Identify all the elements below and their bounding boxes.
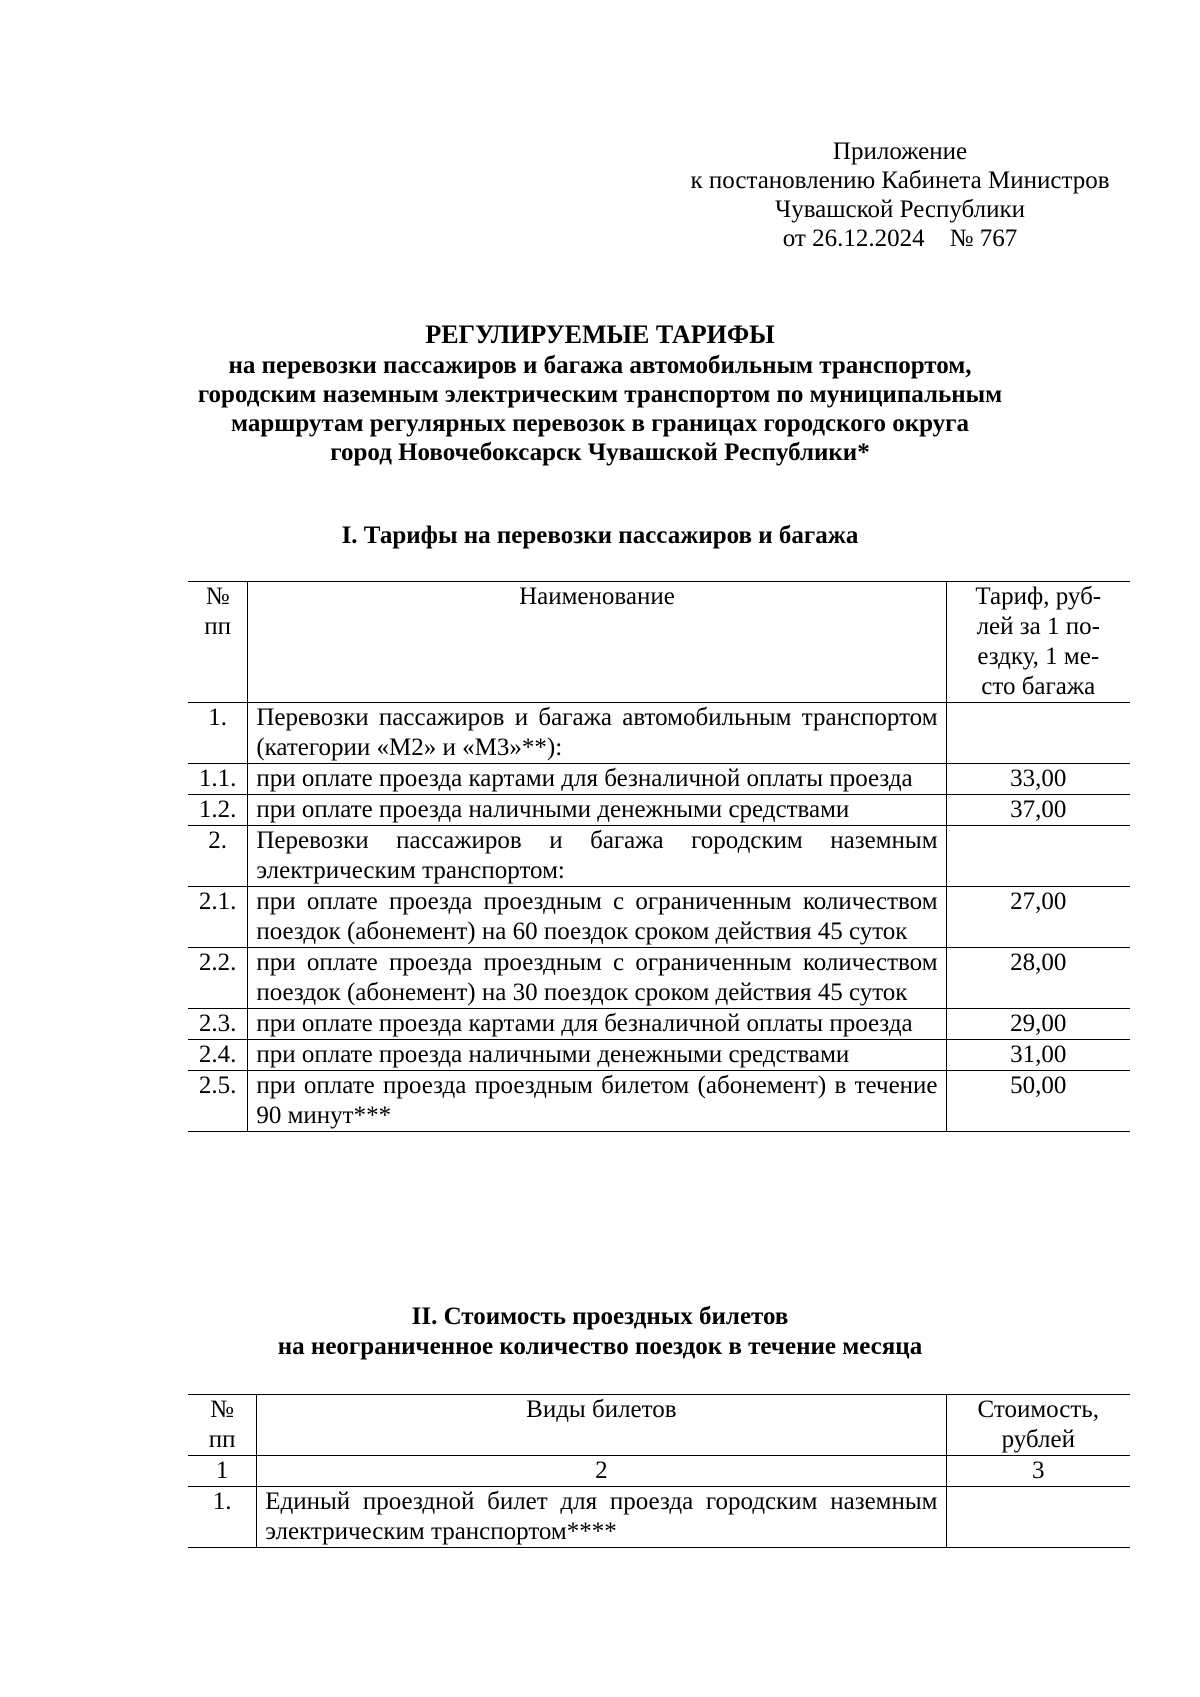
header-tariff-line: сто багажа bbox=[981, 673, 1096, 700]
row-num: 2.5. bbox=[188, 1071, 248, 1132]
table-row bbox=[188, 887, 1130, 948]
table-row bbox=[188, 1040, 1130, 1071]
header-num-line: № bbox=[210, 1396, 235, 1423]
row-text: при оплате проезда картами для безналичной оплаты проезда bbox=[248, 764, 946, 795]
section-2-title-line: на неограниченное количество поездок в течение месяца bbox=[277, 1333, 923, 1360]
header-cost-line: рублей bbox=[1001, 1426, 1075, 1453]
column-index: 2 bbox=[257, 1456, 946, 1487]
table-row bbox=[188, 703, 1130, 764]
header-num-line: № bbox=[205, 583, 230, 610]
row-num: 2.4. bbox=[188, 1040, 248, 1071]
row-text: Перевозки пассажиров и багажа городским наземным электрическим транспортом: bbox=[248, 826, 946, 887]
table-row bbox=[188, 764, 1130, 795]
appendix-line: к постановлению Кабинета Министров bbox=[690, 167, 1110, 194]
table-row bbox=[188, 1009, 1130, 1040]
title-main: РЕГУЛИРУЕМЫЕ ТАРИФЫ bbox=[425, 320, 775, 349]
row-value: 28,00 bbox=[946, 948, 1130, 1009]
tickets-table bbox=[188, 1394, 1130, 1548]
row-value bbox=[946, 703, 1130, 764]
title-subline: на перевозки пассажиров и багажа автомобильным транспортом, bbox=[228, 352, 972, 379]
column-index-row bbox=[188, 1456, 1130, 1487]
header-cost bbox=[946, 1395, 1130, 1456]
row-value: 50,00 bbox=[946, 1071, 1130, 1132]
header-name: Виды билетов bbox=[257, 1395, 946, 1456]
row-text: Перевозки пассажиров и багажа автомобильным транспортом (категории «М2» и «М3»**): bbox=[248, 703, 946, 764]
table-row bbox=[188, 1071, 1130, 1132]
table-row bbox=[188, 826, 1130, 887]
header-num bbox=[188, 582, 248, 703]
table-header-row bbox=[188, 582, 1130, 703]
document-title bbox=[120, 320, 1080, 467]
row-value: 31,00 bbox=[946, 1040, 1130, 1071]
row-value: 37,00 bbox=[946, 795, 1130, 826]
row-num: 1.2. bbox=[188, 795, 248, 826]
row-num: 1. bbox=[188, 703, 248, 764]
header-tariff bbox=[946, 582, 1130, 703]
row-text: при оплате проезда проездным билетом (абонемент) в течение 90 минут*** bbox=[248, 1071, 946, 1132]
header-num-line: пп bbox=[208, 1426, 236, 1453]
column-index: 1 bbox=[188, 1456, 257, 1487]
row-text: при оплате проезда картами для безналичной оплаты проезда bbox=[248, 1009, 946, 1040]
header-cost-line: Стоимость, bbox=[977, 1396, 1099, 1423]
section-1-title: I. Тарифы на перевозки пассажиров и багажа bbox=[341, 522, 859, 549]
section-2-title-line: II. Стоимость проездных билетов bbox=[411, 1303, 789, 1330]
row-num: 1. bbox=[188, 1487, 257, 1548]
appendix-header bbox=[600, 137, 1200, 253]
row-num: 2.2. bbox=[188, 948, 248, 1009]
row-value: 29,00 bbox=[946, 1009, 1130, 1040]
header-tariff-line: ездку, 1 ме- bbox=[977, 643, 1100, 670]
row-value bbox=[946, 1487, 1130, 1548]
row-text: при оплате проезда проездным с ограниченным количеством поездок (абонемент) на 60 поездок сроком действия 45 суток bbox=[248, 887, 946, 948]
table-row bbox=[188, 795, 1130, 826]
header-name: Наименование bbox=[248, 582, 946, 703]
table-row bbox=[188, 948, 1130, 1009]
header-tariff-line: лей за 1 по- bbox=[976, 613, 1100, 640]
row-value bbox=[946, 826, 1130, 887]
row-num: 2.3. bbox=[188, 1009, 248, 1040]
row-text: при оплате проезда наличными денежными средствами bbox=[248, 795, 946, 826]
title-subline: маршрутам регулярных перевозок в границах городского округа bbox=[230, 410, 970, 437]
row-num: 2. bbox=[188, 826, 248, 887]
title-subline: городским наземным электрическим транспортом по муниципальным bbox=[197, 381, 1003, 408]
row-text: при оплате проезда проездным с ограниченным количеством поездок (абонемент) на 30 поездок сроком действия 45 суток bbox=[248, 948, 946, 1009]
header-num bbox=[188, 1395, 257, 1456]
title-subline: город Новочебоксарск Чувашской Республики* bbox=[330, 439, 870, 466]
header-num-line: пп bbox=[204, 613, 232, 640]
tariffs-table bbox=[188, 581, 1130, 1132]
row-num: 1.1. bbox=[188, 764, 248, 795]
appendix-line: Приложение bbox=[832, 138, 968, 165]
header-tariff-line: Тариф, руб- bbox=[975, 583, 1102, 610]
row-value: 33,00 bbox=[946, 764, 1130, 795]
appendix-line: Чувашской Республики bbox=[774, 196, 1026, 223]
row-num: 2.1. bbox=[188, 887, 248, 948]
row-text: Единый проездной билет для проезда городским наземным электрическим транспортом**** bbox=[257, 1487, 946, 1548]
row-value: 27,00 bbox=[946, 887, 1130, 948]
column-index: 3 bbox=[946, 1456, 1130, 1487]
row-text: при оплате проезда наличными денежными средствами bbox=[248, 1040, 946, 1071]
table-row bbox=[188, 1487, 1130, 1548]
section-2-title bbox=[120, 1302, 1080, 1362]
table-header-row bbox=[188, 1395, 1130, 1456]
appendix-date: от 26.12.2024 № 767 bbox=[782, 225, 1018, 252]
